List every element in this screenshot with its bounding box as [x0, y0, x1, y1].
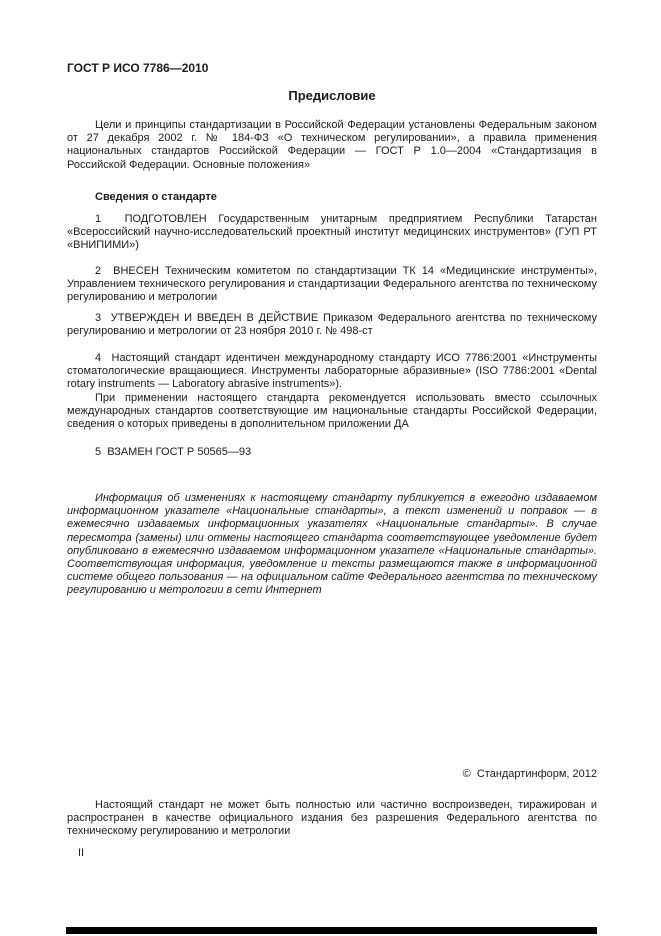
- info-item-3-paragraph: 3 УТВЕРЖДЕН И ВВЕДЕН В ДЕЙСТВИЕ Приказом Федерального агентства по техническому регулированию и метрологии от 23 ноября 2010 г. № 498-ст: [67, 312, 597, 338]
- info-item-5: [67, 446, 597, 459]
- scan-artifact-bar: [66, 927, 597, 934]
- copyright-line: © Стандартинформ, 2012: [462, 768, 597, 780]
- info-item-4-paragraph-2: При применении настоящего стандарта рекомендуется использовать вместо ссылочных международных стандартов соответствующие им национальные стандарты Российской Федерации, сведения о которых приведены в дополнительном приложении ДА: [67, 391, 597, 431]
- reproduction-notice: Настоящий стандарт не может быть полностью или частично воспроизведен, тиражирован и распространен в качестве официального издания без разрешения Федерального агентства по техническому регулированию и метрологии: [67, 799, 597, 838]
- page-number: II: [78, 847, 85, 859]
- amendment-notice: Информация об изменениях к настоящему стандарту публикуется в ежегодно издаваемом информационном указателе «Национальные стандарты», а текст изменений и поправок — в ежемесячно издаваемых информационных указателях «Национальные стандарты». В случае пересмотра (замены) или отмены настоящего стандарта соответствующее уведомление будет опубликовано в ежемесячно издаваемом информационном указателе «Национальные стандарты». Соответствующая информация, уведомление и тексты размещаются также в информационной системе общего пользования — на официальном сайте Федерального агентства по техническому регулированию и метрологии в сети Интернет: [67, 492, 597, 597]
- info-item-4: [67, 352, 597, 431]
- info-item-1-paragraph: 1 ПОДГОТОВЛЕН Государственным унитарным предприятием Республики Татарстан «Всероссийский научно-исследовательский проектный институт медицинских инструментов» (ГУП РТ «ВНИПИМИ»): [67, 213, 597, 252]
- info-item-4-paragraph-1: 4 Настоящий стандарт идентичен международному стандарту ИСО 7786:2001 «Инструменты стоматологические вращающиеся. Инструменты лабораторные абразивные» (ISO 7786:2001 «Dental rotary instruments — Laboratory abrasive instruments»).: [67, 352, 597, 391]
- standard-info-heading: Сведения о стандарте: [95, 191, 217, 203]
- info-item-3: [67, 312, 597, 338]
- info-item-2: [67, 265, 597, 305]
- info-item-1: [67, 213, 597, 253]
- info-item-2-paragraph: 2 ВНЕСЕН Техническим комитетом по стандартизации ТК 14 «Медицинские инструменты», Управлением технического регулирования и стандартизации Федерального агентства по техническому регулированию и метрологии: [67, 265, 597, 304]
- info-item-5-paragraph: 5 ВЗАМЕН ГОСТ Р 50565—93: [95, 446, 252, 458]
- standard-designation: ГОСТ Р ИСО 7786—2010: [67, 61, 209, 75]
- intro-paragraph: Цели и принципы стандартизации в Российской Федерации установлены Федеральным законом от 27 декабря 2002 г. № 184-ФЗ «О техническом регулировании», а правила применения национальных стандартов Российской Федерации — ГОСТ Р 1.0—2004 «Стандартизация в Российской Федерации. Основные положения»: [67, 119, 597, 171]
- page-title: Предисловие: [288, 88, 376, 103]
